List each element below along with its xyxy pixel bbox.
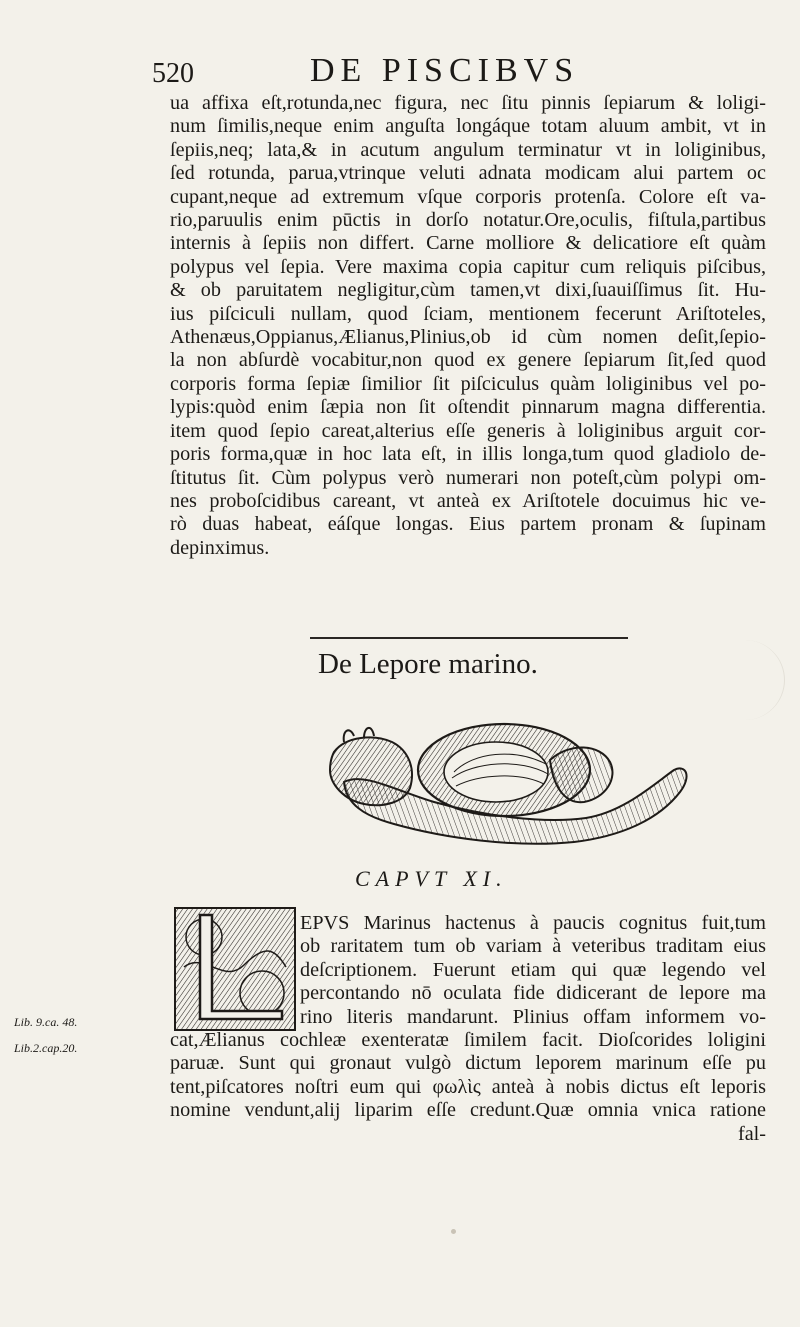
- text-line: cat,Ælianus cochleæ exenteratæ ſimilem facit. Dioſcorides loligini: [170, 1029, 766, 1052]
- text-line: rò duas habeat, eáſque longas. Eius partem pronam & ſupinam: [170, 513, 766, 536]
- margin-note: Lib. 9.ca. 48.: [14, 1015, 78, 1029]
- chapter-text: [170, 912, 766, 1146]
- text-line: lypis:quòd enim ſæpia non ſit oſtendit pinnarum magna differentia.: [170, 396, 766, 419]
- text-line: & ob paruitatem negligitur,cùm tamen,vt dixi,ſuauiſſimus ſit. Hu-: [170, 279, 766, 302]
- body-text: [170, 92, 766, 560]
- section-rule: [310, 637, 628, 639]
- text-line: depinximus.: [170, 536, 270, 559]
- paper-speck: [451, 1229, 456, 1234]
- text-line: percontando nō oculata fide didicerant de lepore ma: [300, 982, 766, 1005]
- text-line: nomine vendunt,alij liparim eſſe credunt.Quæ omnia vnica ratione: [170, 1099, 766, 1122]
- text-line: Athenæus,Oppianus,Ælianus,Plinius,ob id cùm nomen deſit,ſepio-: [170, 326, 766, 349]
- text-line: ſtitutus ſit. Cùm polypus verò numerari non poteſt,cùm polypi om-: [170, 466, 766, 489]
- text-line: paruæ. Sunt qui gronaut vulgò dictum leporem marinum eſſe pu: [170, 1052, 766, 1075]
- text-line: ſepiis,neq; lata,& in acutum angulum terminatur vt in loliginibus,: [170, 138, 766, 161]
- text-line: item quod ſepio careat,alterius eſſe generis à loliginibus arguit cor-: [170, 419, 766, 442]
- text-line: internis à ſepiis non differt. Carne molliore & delicatiore eſt quàm: [170, 232, 766, 255]
- text-line: tent,piſcatores noſtri eum qui φωλὶς anteà à nobis dictus eſt leporis: [170, 1075, 766, 1098]
- running-title: DE PISCIBVS: [310, 52, 580, 89]
- sea-hare-woodcut: [324, 712, 694, 852]
- text-line: nes proboſcidibus careant, vt anteà ex Ariſtotele docuimus hic ve-: [170, 489, 766, 512]
- text-line: deſcriptionem. Fuerunt etiam qui quæ legendo vel: [300, 958, 766, 981]
- text-line: la non abſurdè vocabitur,non quod ex genere ſepiarum ſit,ſed quod: [170, 349, 766, 372]
- text-line: num ſimilis,neque enim anguſta longáque totam aluum ambit, vt in: [170, 115, 766, 138]
- text-line: polypus vel ſepia. Vere maxima copia capitur cum reliquis piſcibus,: [170, 255, 766, 278]
- section-title: De Lepore marino.: [318, 648, 538, 680]
- text-line: rio,paruulis enim pūctis in dorſo notatur.Ore,oculis, fiſtula,partibus: [170, 209, 766, 232]
- running-head: [0, 52, 800, 92]
- text-line: ius piſciculi nullam, quod ſciam, mentionem fecerunt Ariſtoteles,: [170, 302, 766, 325]
- text-line: ſed rotunda, parua,vtrinque veluti adnata modicam alui partem oc: [170, 162, 766, 185]
- text-line: rino literis mandarunt. Plinius offam informem vo-: [300, 1005, 766, 1028]
- text-line: corporis forma ſepiæ ſimilior ſit piſciculus quàm loliginibus vel po-: [170, 372, 766, 395]
- text-line: poris forma,quæ in hoc lata eſt, in illis longa,tum quod gladiolo de-: [170, 443, 766, 466]
- page-number: 520: [152, 58, 194, 89]
- text-line: fal-: [737, 1122, 766, 1145]
- paper-crease: [744, 640, 785, 720]
- text-line: ua affixa eſt,rotunda,nec figura, nec ſitu pinnis ſepiarum & loligi-: [170, 92, 766, 114]
- text-line: cupant,neque ad extremum vſque corporis protenſa. Colore eſt va-: [170, 185, 766, 208]
- margin-note: Lib.2.cap.20.: [14, 1041, 78, 1055]
- text-line: ob raritatem tum ob variam à veteribus traditam eius: [300, 935, 766, 958]
- text-line: EPVS Marinus hactenus à paucis cognitus fuit,tum: [300, 912, 766, 934]
- chapter-heading: CAPVT XI.: [355, 866, 508, 891]
